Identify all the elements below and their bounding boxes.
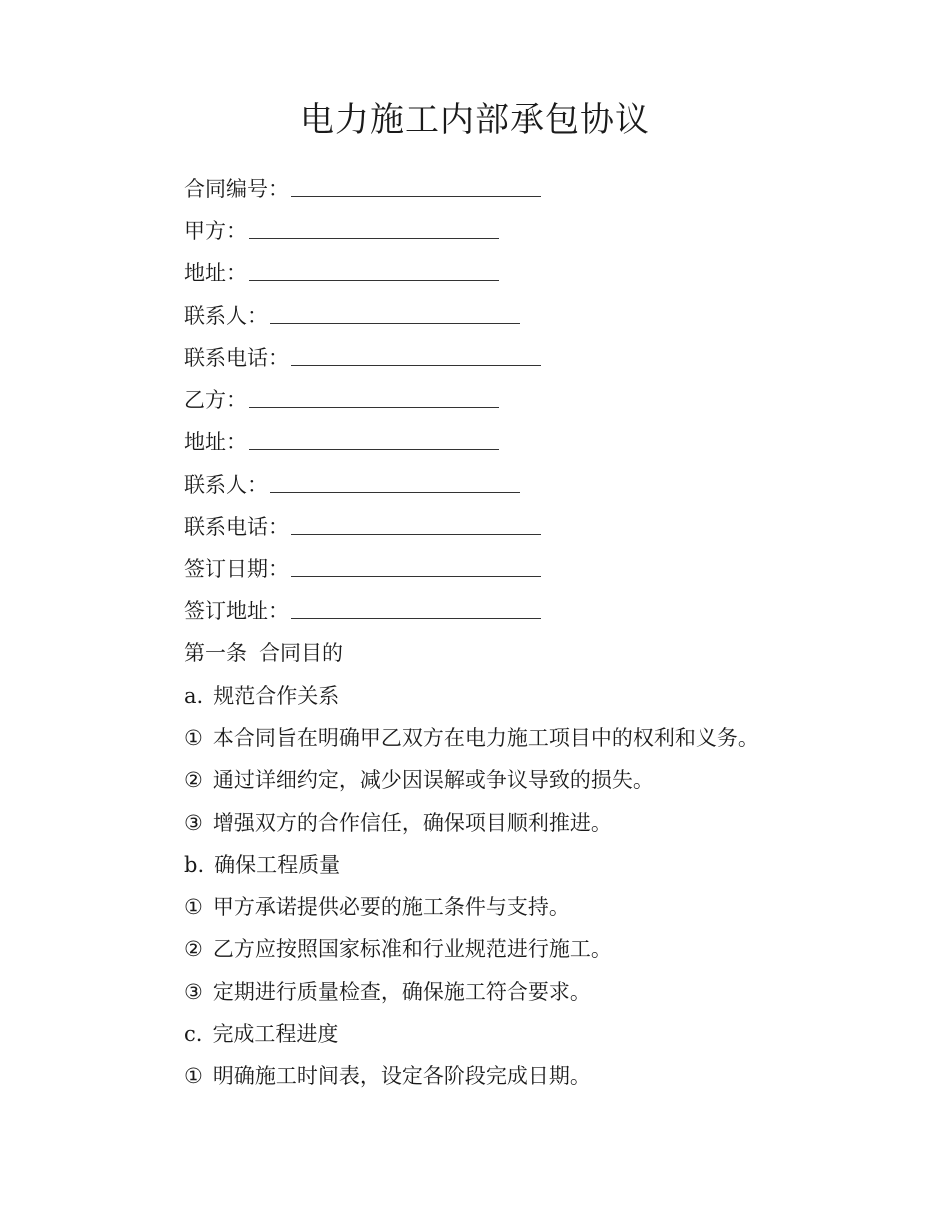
item-marker: ① xyxy=(184,726,203,750)
article-title: 合同目的 xyxy=(259,641,343,665)
item-marker: ③ xyxy=(184,811,203,835)
party-a-phone-blank[interactable] xyxy=(291,343,541,366)
party-a-address-blank[interactable] xyxy=(249,258,499,281)
article-number: 第一条 xyxy=(184,641,247,665)
signing-date-blank[interactable] xyxy=(291,554,541,577)
field-signing-date xyxy=(184,554,541,584)
field-party-b-phone xyxy=(184,512,541,542)
section-marker: c. xyxy=(184,1022,203,1046)
article-heading xyxy=(184,638,343,668)
item-marker: ① xyxy=(184,895,203,919)
section-marker: a. xyxy=(184,684,204,708)
field-label: 签订日期： xyxy=(184,557,289,581)
item-text: 增强双方的合作信任，确保项目顺利推进。 xyxy=(212,811,612,835)
field-label: 联系电话： xyxy=(184,515,289,539)
item-marker: ③ xyxy=(184,980,203,1004)
field-signing-address xyxy=(184,596,541,626)
section-heading xyxy=(184,1019,338,1049)
party-a-contact-blank[interactable] xyxy=(270,301,520,324)
field-party-b-address xyxy=(184,427,499,457)
list-item xyxy=(184,892,570,922)
item-marker: ② xyxy=(184,768,203,792)
party-b-address-blank[interactable] xyxy=(249,427,499,450)
list-item xyxy=(184,934,612,964)
section-title: 确保工程质量 xyxy=(214,853,341,877)
field-label: 联系人： xyxy=(184,304,268,328)
field-contract-number xyxy=(184,174,541,204)
party-a-blank[interactable] xyxy=(249,216,499,239)
list-item xyxy=(184,723,759,753)
list-item xyxy=(184,977,591,1007)
list-item xyxy=(184,808,612,838)
field-label: 乙方： xyxy=(184,388,247,412)
item-text: 乙方应按照国家标准和行业规范进行施工。 xyxy=(212,937,612,961)
contract-number-blank[interactable] xyxy=(291,174,541,197)
field-party-a xyxy=(184,216,499,246)
item-marker: ② xyxy=(184,937,203,961)
field-party-b-contact xyxy=(184,470,520,500)
signing-address-blank[interactable] xyxy=(291,596,541,619)
field-party-b xyxy=(184,385,499,415)
field-label: 联系电话： xyxy=(184,346,289,370)
field-label: 签订地址： xyxy=(184,599,289,623)
item-text: 定期进行质量检查，确保施工符合要求。 xyxy=(212,980,591,1004)
field-label: 联系人： xyxy=(184,473,268,497)
field-party-a-phone xyxy=(184,343,541,373)
field-label: 甲方： xyxy=(184,219,247,243)
item-text: 通过详细约定，减少因误解或争议导致的损失。 xyxy=(212,768,654,792)
field-party-a-address xyxy=(184,258,499,288)
party-b-blank[interactable] xyxy=(249,385,499,408)
list-item xyxy=(184,1061,591,1091)
section-title: 完成工程进度 xyxy=(212,1022,339,1046)
party-b-phone-blank[interactable] xyxy=(291,512,541,535)
item-text: 明确施工时间表，设定各阶段完成日期。 xyxy=(212,1064,591,1088)
field-label: 合同编号： xyxy=(184,177,289,201)
field-label: 地址： xyxy=(184,261,247,285)
item-text: 本合同旨在明确甲乙双方在电力施工项目中的权利和义务。 xyxy=(212,726,759,750)
document-title: 电力施工内部承包协议 xyxy=(300,100,650,140)
field-party-a-contact xyxy=(184,301,520,331)
section-title: 规范合作关系 xyxy=(213,684,340,708)
item-text: 甲方承诺提供必要的施工条件与支持。 xyxy=(212,895,570,919)
item-marker: ① xyxy=(184,1064,203,1088)
section-heading xyxy=(184,850,340,880)
list-item xyxy=(184,765,654,795)
field-label: 地址： xyxy=(184,430,247,454)
section-heading xyxy=(184,681,339,711)
party-b-contact-blank[interactable] xyxy=(270,470,520,493)
section-marker: b. xyxy=(184,853,205,877)
